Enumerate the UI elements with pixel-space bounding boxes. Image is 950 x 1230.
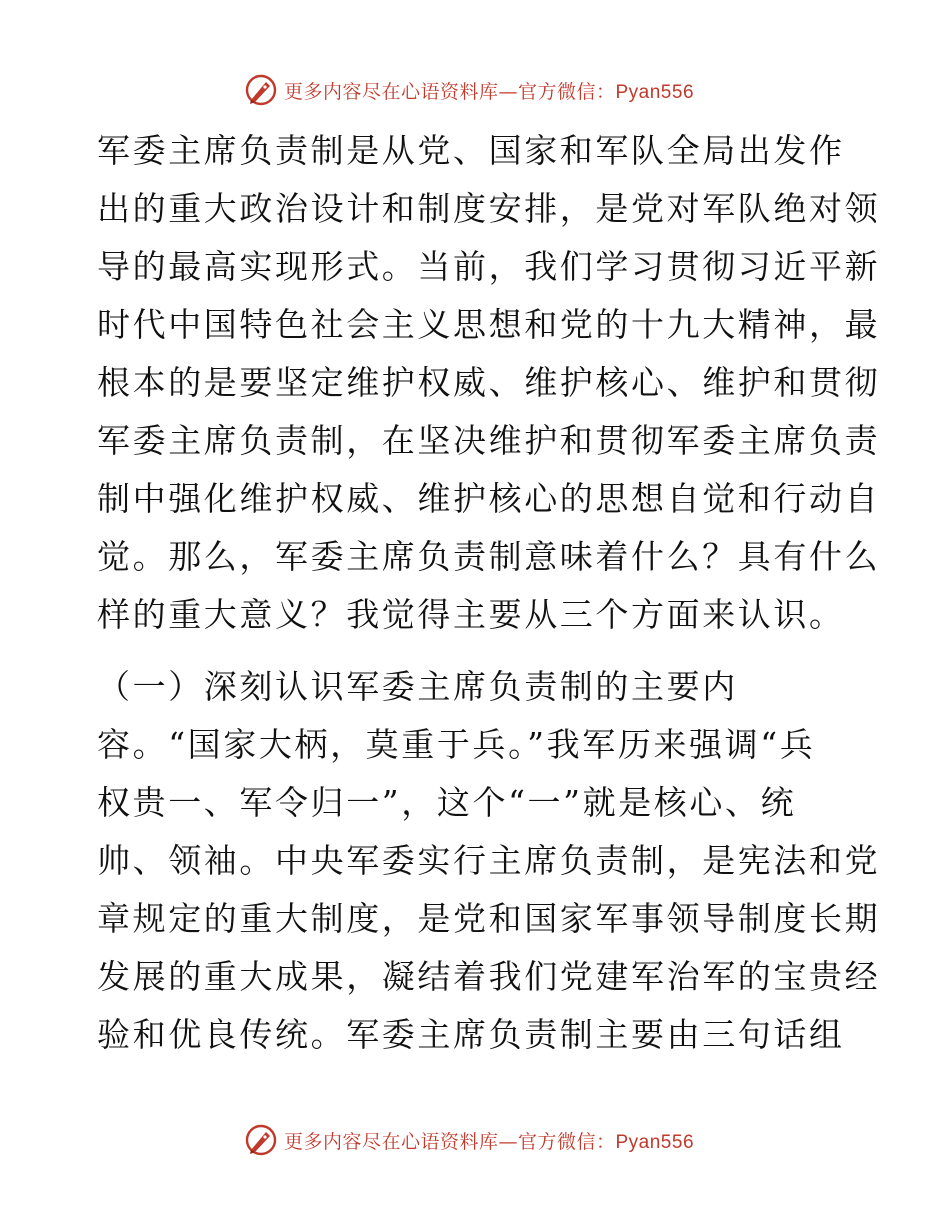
watermark-banner-inner	[244, 1123, 694, 1157]
watermark-banner-inner	[244, 73, 694, 107]
text-line: 容。“国家大柄，莫重于兵。”我军历来强调“兵	[97, 725, 816, 764]
wechat-id: Pyan556	[615, 1131, 695, 1153]
wechat-id: Pyan556	[615, 81, 695, 103]
text-line: 觉。那么，军委主席负责制意味着什么？具有什么	[97, 537, 881, 576]
text-line: 权贵一、军令归一”，这个“一”就是核心、统	[97, 783, 797, 822]
text-line: 根本的是要坚定维护权威、维护核心、维护和贯彻	[97, 363, 881, 402]
watermark-banner-top	[0, 70, 950, 110]
text-line: 帅、领袖。中央军委实行主席负责制，是宪法和党	[97, 841, 881, 880]
text-line: 军委主席负责制是从党、国家和军队全局出发作	[97, 131, 845, 170]
text-line: 时代中国特色社会主义思想和党的十九大精神，最	[97, 305, 881, 344]
watermark-text: 更多内容尽在心语资料库—官方微信：Pyan556	[283, 1130, 695, 1153]
paragraph-section-one	[97, 658, 881, 1064]
text-line: 样的重大意义？我觉得主要从三个方面来认识。	[97, 595, 845, 634]
text-line: 制中强化维护权威、维护核心的思想自觉和行动自	[97, 479, 881, 518]
text-line: 出的重大政治设计和制度安排，是党对军队绝对领	[97, 189, 881, 228]
paragraph-gap	[97, 644, 857, 658]
text-line: 章规定的重大制度，是党和国家军事领导制度长期	[97, 899, 881, 938]
text-line: 发展的重大成果，凝结着我们党建军治军的宝贵经	[97, 957, 881, 996]
pen-nib-circle-icon	[244, 1123, 278, 1157]
paragraph-intro	[97, 122, 881, 644]
text-line: 军委主席负责制，在坚决维护和贯彻军委主席负责	[97, 421, 881, 460]
text-line: 验和优良传统。军委主席负责制主要由三句话组	[97, 1015, 845, 1054]
text-line: 导的最高实现形式。当前，我们学习贯彻习近平新	[97, 247, 881, 286]
document-body	[97, 122, 881, 1064]
section-heading-line: （一）深刻认识军委主席负责制的主要内	[97, 667, 738, 706]
watermark-text: 更多内容尽在心语资料库—官方微信：Pyan556	[283, 80, 695, 103]
watermark-banner-bottom	[0, 1120, 950, 1160]
pen-nib-circle-icon	[244, 73, 278, 107]
